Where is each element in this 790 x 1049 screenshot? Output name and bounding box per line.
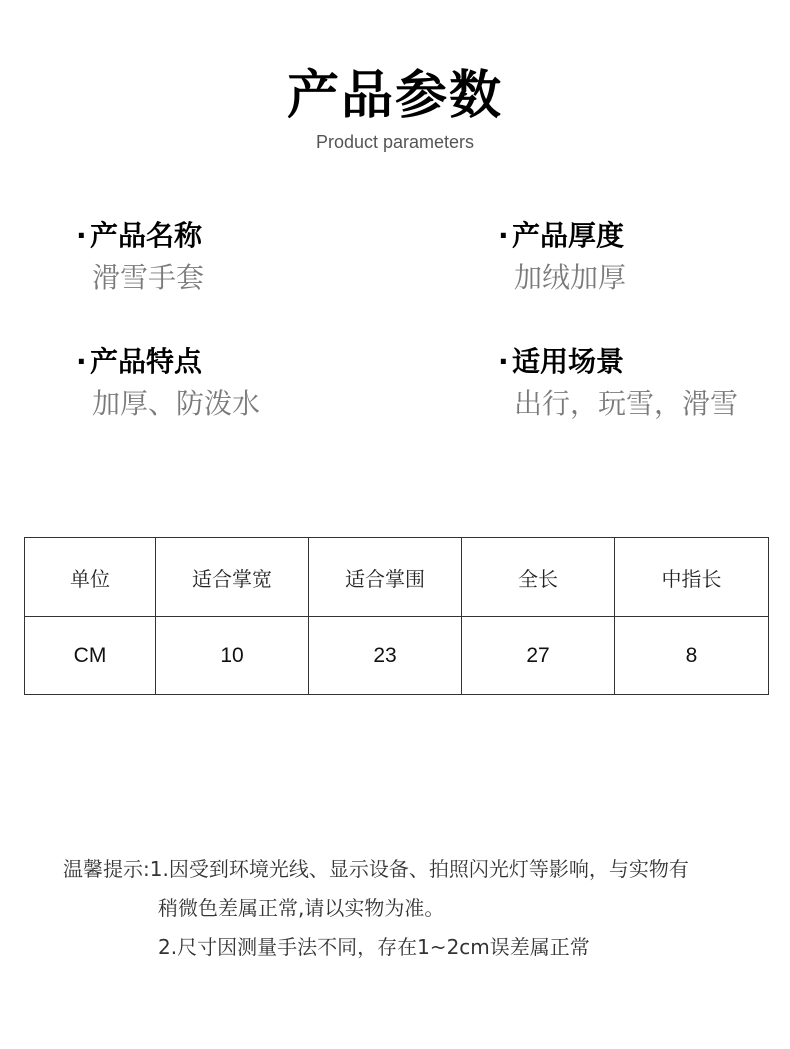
bullet-dot: · bbox=[76, 345, 87, 378]
param-value: 出行，玩雪，滑雪 bbox=[514, 387, 739, 420]
param-label: 产品特点 bbox=[90, 345, 203, 378]
table-header-cell: 全长 bbox=[462, 538, 615, 617]
table-row bbox=[25, 617, 769, 695]
table-header-cell: 适合掌围 bbox=[309, 538, 462, 617]
param-product-name bbox=[76, 218, 204, 296]
param-label: 适用场景 bbox=[512, 345, 625, 378]
table-cell: 23 bbox=[309, 617, 462, 695]
table-cell: CM bbox=[25, 617, 156, 695]
table-header-cell: 适合掌宽 bbox=[156, 538, 309, 617]
bullet-dot: · bbox=[498, 345, 509, 378]
note-line-2: 稍微色差属正常,请以实物为准。 bbox=[158, 896, 445, 920]
param-label: 产品名称 bbox=[90, 219, 203, 252]
param-value: 加厚、防泼水 bbox=[92, 387, 261, 420]
param-features bbox=[76, 344, 260, 422]
note-line-3: 2.尺寸因测量手法不同，存在1~2cm误差属正常 bbox=[158, 935, 590, 959]
bullet-dot: · bbox=[76, 219, 87, 252]
param-thickness bbox=[498, 218, 626, 296]
table-header-cell: 单位 bbox=[25, 538, 156, 617]
bullet-dot: · bbox=[498, 219, 509, 252]
table-cell: 8 bbox=[615, 617, 769, 695]
table-cell: 27 bbox=[462, 617, 615, 695]
table-header-row bbox=[25, 538, 769, 617]
page-title: 产品参数 bbox=[286, 66, 503, 126]
table-cell: 10 bbox=[156, 617, 309, 695]
table-header-cell: 中指长 bbox=[615, 538, 769, 617]
param-label: 产品厚度 bbox=[512, 219, 625, 252]
page-subtitle: Product parameters bbox=[315, 132, 475, 152]
param-value: 滑雪手套 bbox=[92, 261, 205, 294]
size-table bbox=[24, 537, 769, 695]
param-scenarios bbox=[498, 344, 738, 422]
param-value: 加绒加厚 bbox=[514, 261, 627, 294]
note-line-1: 温馨提示:1.因受到环境光线、显示设备、拍照闪光灯等影响，与实物有 bbox=[63, 857, 689, 881]
